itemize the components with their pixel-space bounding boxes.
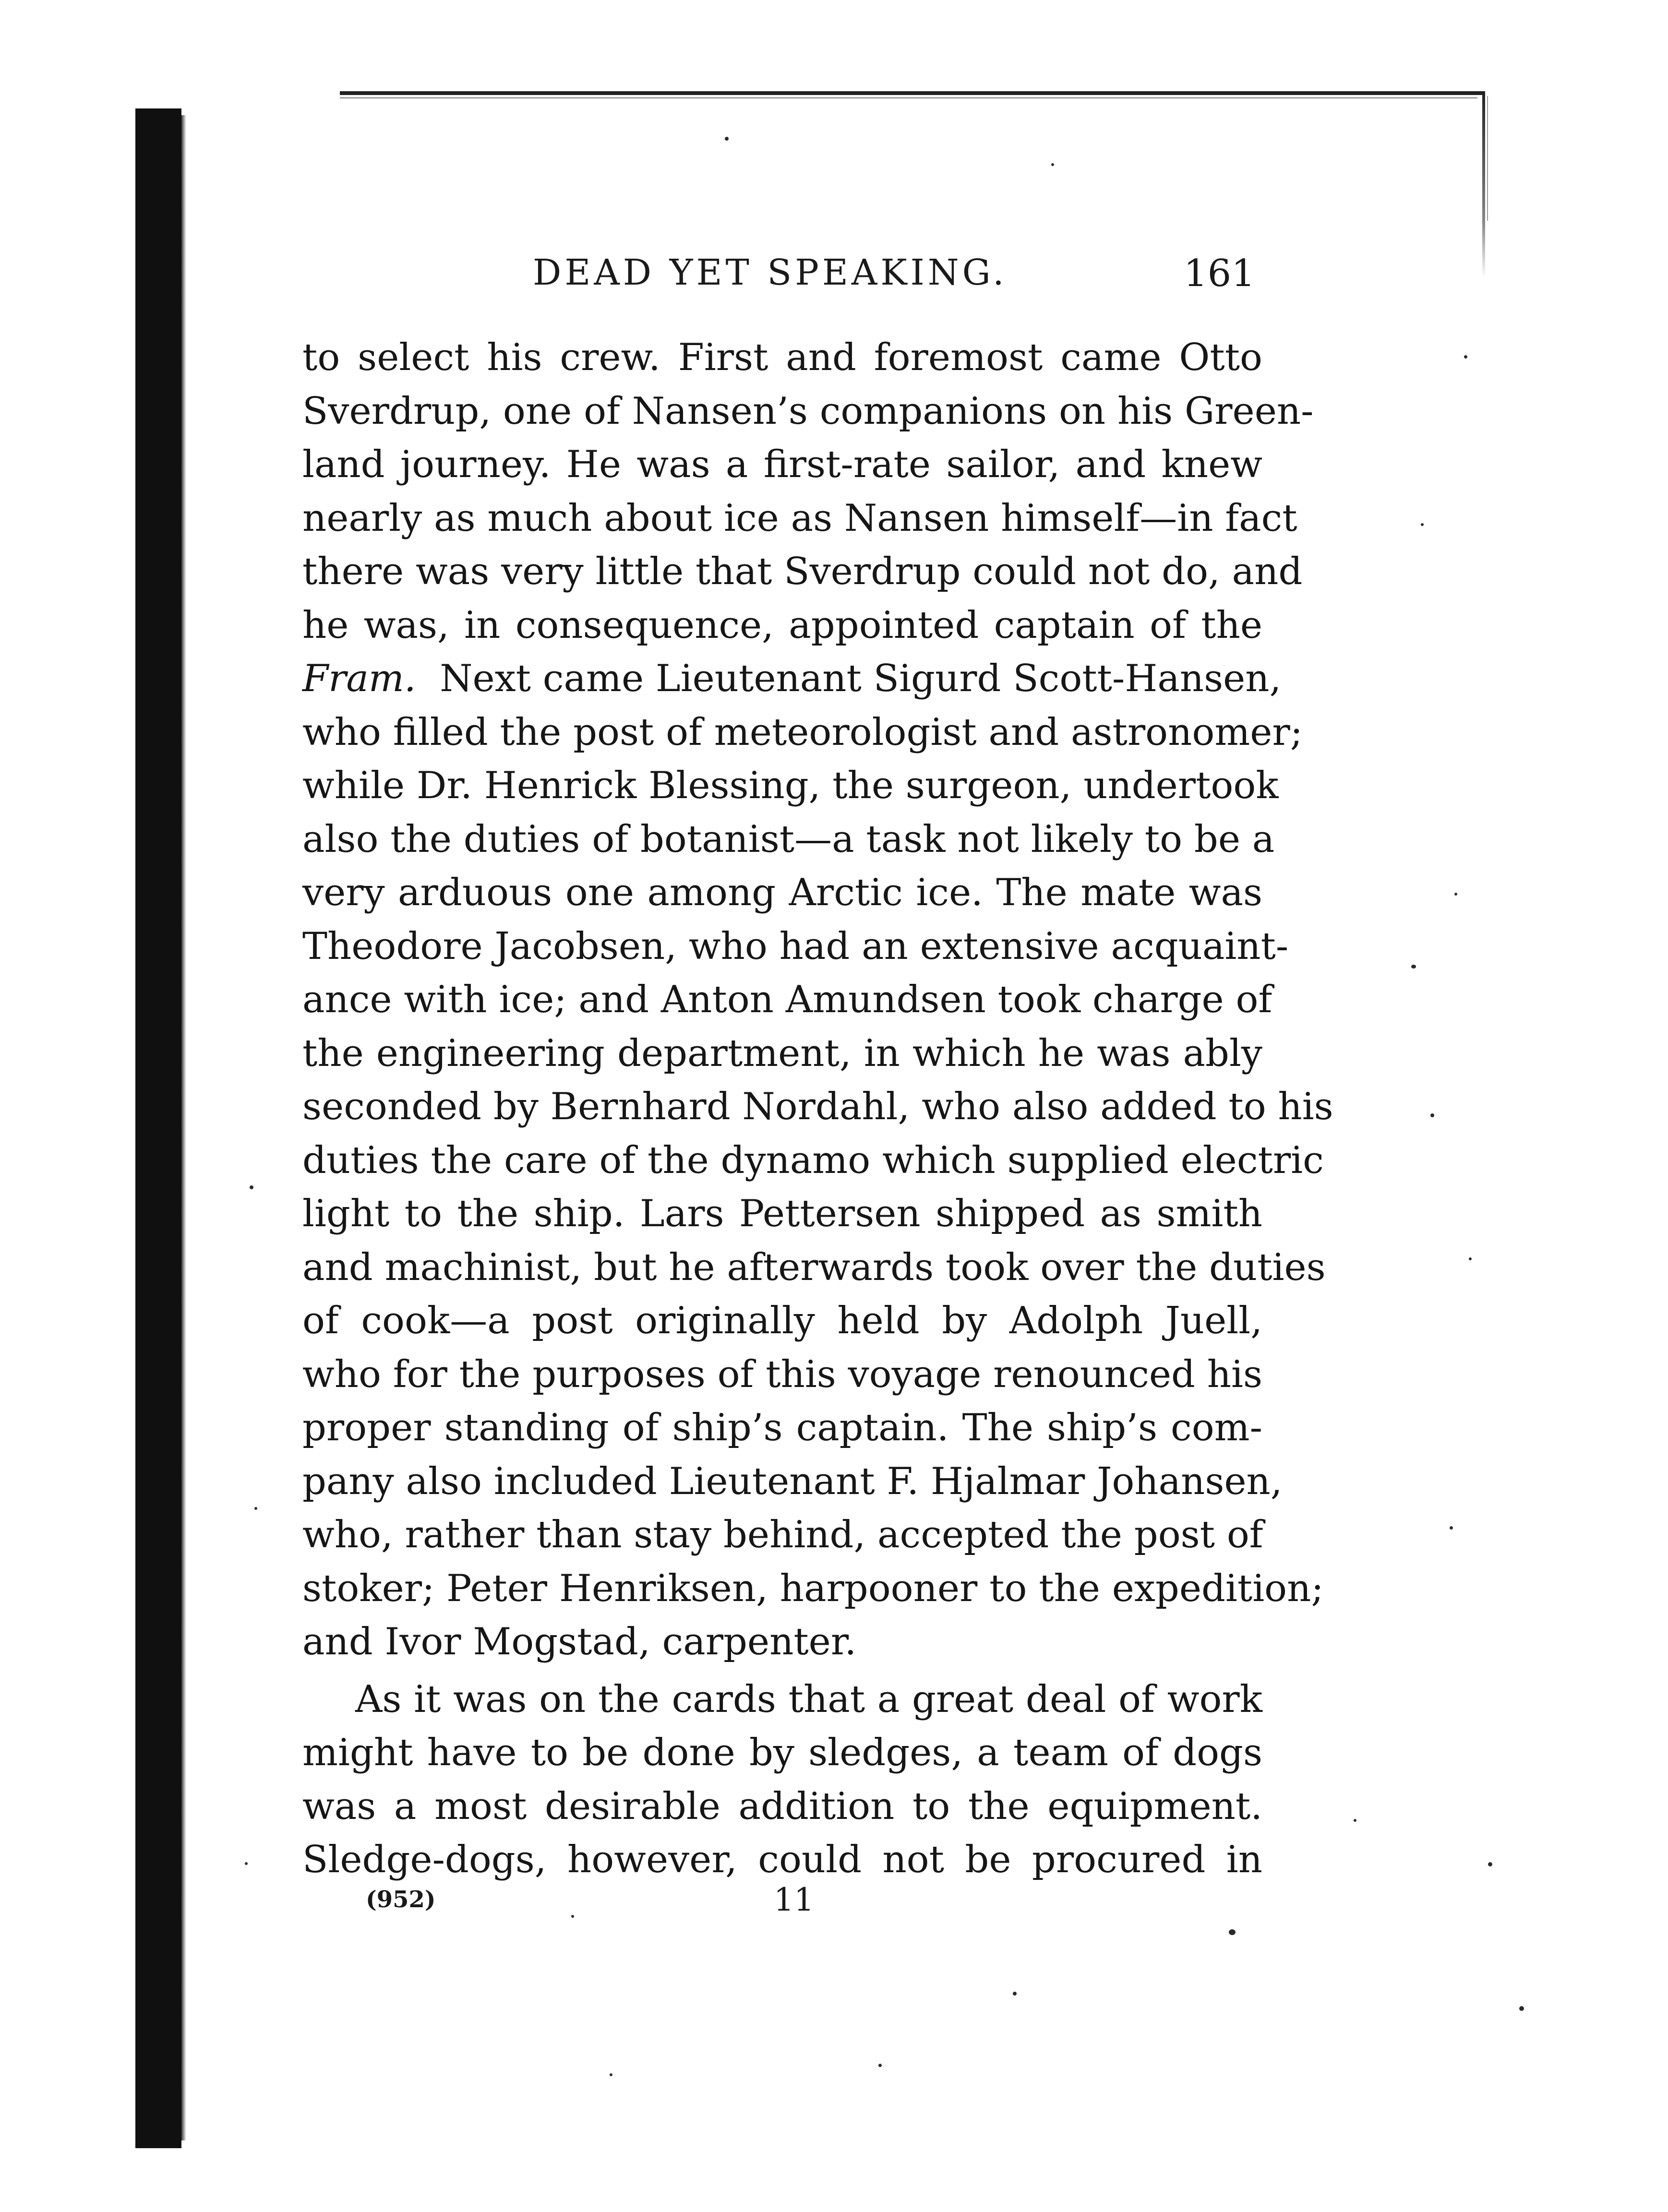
- ship-name-italic: Fram.: [302, 657, 416, 700]
- text-line: pany also included Lieutenant F. Hjalmar Johansen,: [302, 1459, 1283, 1503]
- folio-number: 11: [774, 1881, 814, 1918]
- text-line: while Dr. Henrick Blessing, the surgeon, undertook: [302, 764, 1279, 807]
- text-line: light to the ship. Lars Pettersen shipped as smith: [302, 1192, 1262, 1235]
- binding-shadow-edge: [181, 115, 186, 2140]
- text-line: the engineering department, in which he was ably: [302, 1031, 1262, 1075]
- text-line: seconded by Bernhard Nordahl, who also added to his: [302, 1085, 1333, 1128]
- text-line: he was, in consequence, appointed captain of the: [302, 603, 1262, 647]
- text-line: nearly as much about ice as Nansen himself—in fact: [302, 496, 1297, 540]
- scan-speck: [245, 1862, 248, 1865]
- text-line: to select his crew. First and foremost came Otto: [302, 336, 1262, 379]
- scan-speck: [1354, 1819, 1356, 1822]
- text-line: stoker; Peter Henriksen, harpooner to the expedition;: [302, 1566, 1324, 1610]
- scan-speck: [610, 2073, 612, 2076]
- scan-speck: [1469, 1257, 1472, 1260]
- scan-speck: [254, 1507, 257, 1510]
- scan-speck: [1450, 1526, 1453, 1530]
- text-line-paragraph-start: As it was on the cards that a great deal of work: [355, 1677, 1262, 1721]
- text-line: also the duties of botanist—a task not likely to be a: [302, 817, 1275, 861]
- text-line: duties the care of the dynamo which supplied electric: [302, 1138, 1324, 1182]
- text-line: there was very little that Sverdrup could not do, and: [302, 550, 1303, 593]
- right-page-edge-thin: [1487, 96, 1488, 221]
- text-line: land journey. He was a first-rate sailor, and knew: [302, 443, 1262, 486]
- text-line: of cook—a post originally held by Adolph Juell,: [302, 1299, 1262, 1342]
- top-page-edge-thin: [340, 97, 1477, 98]
- scan-speck: [1519, 2006, 1524, 2011]
- text-line-fram-rest: Next came Lieutenant Sigurd Scott-Hansen,: [440, 657, 1282, 700]
- scan-speck: [571, 1915, 574, 1918]
- text-line: who filled the post of meteorologist and astronomer;: [302, 710, 1303, 754]
- text-line: ance with ice; and Anton Amundsen took charge of: [302, 978, 1272, 1021]
- scan-speck: [1464, 355, 1467, 359]
- scan-speck: [1411, 965, 1416, 968]
- text-line: who, rather than stay behind, accepted the post of: [302, 1513, 1263, 1556]
- text-line: very arduous one among Arctic ice. The mate was: [302, 871, 1262, 914]
- scan-speck: [1051, 163, 1054, 166]
- text-line-paragraph-end: and Ivor Mogstad, carpenter.: [302, 1620, 857, 1663]
- binding-shadow: [135, 108, 181, 2148]
- scan-speck: [1430, 1113, 1434, 1117]
- text-line: proper standing of ship’s captain. The ship’s com-: [302, 1406, 1262, 1449]
- scan-speck: [878, 2064, 882, 2067]
- scan-speck: [1421, 523, 1424, 526]
- text-line: and machinist, but he afterwards took over the duties: [302, 1245, 1326, 1289]
- body-text: [302, 331, 1333, 1887]
- scan-speck: [1454, 893, 1457, 896]
- text-line: was a most desirable addition to the equipment.: [302, 1784, 1262, 1828]
- text-line: Sverdrup, one of Nansen’s companions on his Green-: [302, 389, 1314, 433]
- page-number: 161: [1184, 252, 1255, 295]
- running-title: DEAD YET SPEAKING.: [533, 252, 1008, 293]
- right-page-edge: [1482, 91, 1485, 278]
- text-line: who for the purposes of this voyage renounced his: [302, 1352, 1262, 1396]
- text-line: Theodore Jacobsen, who had an extensive acquaint-: [302, 924, 1289, 968]
- scan-speck: [1488, 1862, 1492, 1866]
- scan-speck: [1229, 1929, 1236, 1935]
- signature-mark: (952): [366, 1886, 436, 1913]
- scan-speck: [250, 1185, 253, 1189]
- top-page-edge: [340, 91, 1482, 95]
- text-line: might have to be done by sledges, a team of dogs: [302, 1731, 1262, 1774]
- scan-speck: [1013, 1992, 1017, 1996]
- text-line-fram: [302, 652, 1282, 706]
- paragraph-gap: [302, 1669, 1262, 1673]
- text-line: Sledge-dogs, however, could not be procured in: [302, 1838, 1262, 1881]
- scan-speck: [725, 137, 729, 141]
